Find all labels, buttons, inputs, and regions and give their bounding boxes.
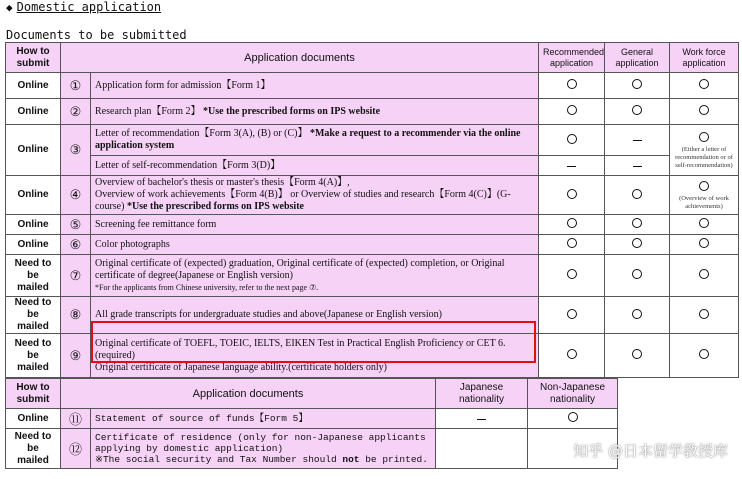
circle-mark bbox=[632, 79, 642, 89]
circle-mark bbox=[699, 181, 709, 191]
circle-mark bbox=[699, 105, 709, 115]
circle-mark bbox=[632, 189, 642, 199]
dash-mark bbox=[633, 140, 642, 141]
header-docs: Application documents bbox=[61, 379, 436, 409]
header-how: How to submit bbox=[6, 379, 61, 409]
circle-mark bbox=[699, 79, 709, 89]
workforce-note: (Either a letter of recommendation or of self-recommendation) bbox=[675, 145, 733, 169]
header-japanese: Japanese nationality bbox=[436, 379, 528, 409]
table-row: Need to be mailed ⑧ All grade transcripts for undergraduate studies and above(Japanese or English version) bbox=[6, 297, 739, 334]
circle-mark bbox=[632, 218, 642, 228]
circle-mark bbox=[699, 218, 709, 228]
header-general: General application bbox=[605, 43, 670, 73]
table-row: Online ④ Overview of bachelor's thesis or master's thesis【Form 4(A)】, Overview of work achievements【Form 4(B)】 or Overview of studies and research【Form 4(C)】(G-course) *Use the prescribed forms on IPS website (Overview of work achievements) bbox=[6, 176, 739, 215]
header-recommended: Recommended application bbox=[539, 43, 605, 73]
dash-mark bbox=[633, 166, 642, 167]
circle-mark bbox=[567, 105, 577, 115]
table-row: Online ⑪ Statement of source of funds【Form 5】 bbox=[6, 409, 618, 429]
table-row: Letter of self-recommendation【Form 3(D)】 bbox=[6, 156, 739, 176]
circle-mark bbox=[699, 349, 709, 359]
circle-mark bbox=[567, 309, 577, 319]
circle-mark bbox=[699, 132, 709, 142]
watermark: 知乎 @日本留学教授库 bbox=[573, 442, 728, 460]
table-row: Need to be mailed ⑨ Original certificate of TOEFL, TOEIC, IELTS, EIKEN Test in Practical English Proficiency or CET 6.(required) Original certificate of Japanese language ability.(certificate holders only) bbox=[6, 334, 739, 378]
dash-mark bbox=[477, 419, 486, 420]
circle-mark bbox=[567, 189, 577, 199]
table-row: Online ③ Letter of recommendation【Form 3(A), (B) or (C)】 *Make a request to a recommender via the online application system (Either a letter of recommendation or of self-recommendation) bbox=[6, 125, 739, 156]
circle-mark bbox=[699, 269, 709, 279]
diamond-icon: ◆ bbox=[6, 1, 13, 14]
table-row: Online ⑥ Color photographs bbox=[6, 235, 739, 255]
highlight-box bbox=[91, 321, 536, 363]
workforce-note: (Overview of work achievements) bbox=[679, 194, 729, 210]
circle-mark bbox=[567, 218, 577, 228]
table-row: Online ② Research plan【Form 2】 *Use the prescribed forms on IPS website bbox=[6, 99, 739, 125]
table-row: Need to be mailed ⑫ Certificate of residence (only for non-Japanese applicants applying by domestic application) ※The social security and Tax Number should not be printed. bbox=[6, 429, 618, 469]
circle-mark bbox=[568, 412, 578, 422]
subheader: Documents to be submitted bbox=[6, 28, 187, 42]
circle-mark bbox=[632, 349, 642, 359]
funds-table bbox=[5, 378, 618, 469]
circle-mark bbox=[699, 238, 709, 248]
circle-mark bbox=[632, 238, 642, 248]
circle-mark bbox=[567, 238, 577, 248]
circle-mark bbox=[567, 269, 577, 279]
circle-mark bbox=[699, 309, 709, 319]
circle-mark bbox=[567, 349, 577, 359]
header-workforce: Work force application bbox=[670, 43, 739, 73]
header-nonjapanese: Non-Japanese nationality bbox=[528, 379, 618, 409]
header-how: How to submit bbox=[6, 43, 61, 73]
circle-mark bbox=[632, 105, 642, 115]
section-header: ◆ Domestic application bbox=[6, 0, 162, 14]
table-row: Online ① Application form for admission【Form 1】 bbox=[6, 73, 739, 99]
table-row: Need to be mailed ⑦ Original certificate of (expected) graduation, Original certificate of (expected) completion, or Original certificate of degree(Japanese or English version) *For the applicants from Chinese university, refer to the next page ⑦. bbox=[6, 255, 739, 297]
circle-mark bbox=[632, 309, 642, 319]
circle-mark bbox=[567, 134, 577, 144]
table-row: Online ⑤ Screening fee remittance form bbox=[6, 215, 739, 235]
header-docs: Application documents bbox=[61, 43, 539, 73]
circle-mark bbox=[632, 269, 642, 279]
circle-mark bbox=[567, 79, 577, 89]
dash-mark bbox=[567, 166, 576, 167]
